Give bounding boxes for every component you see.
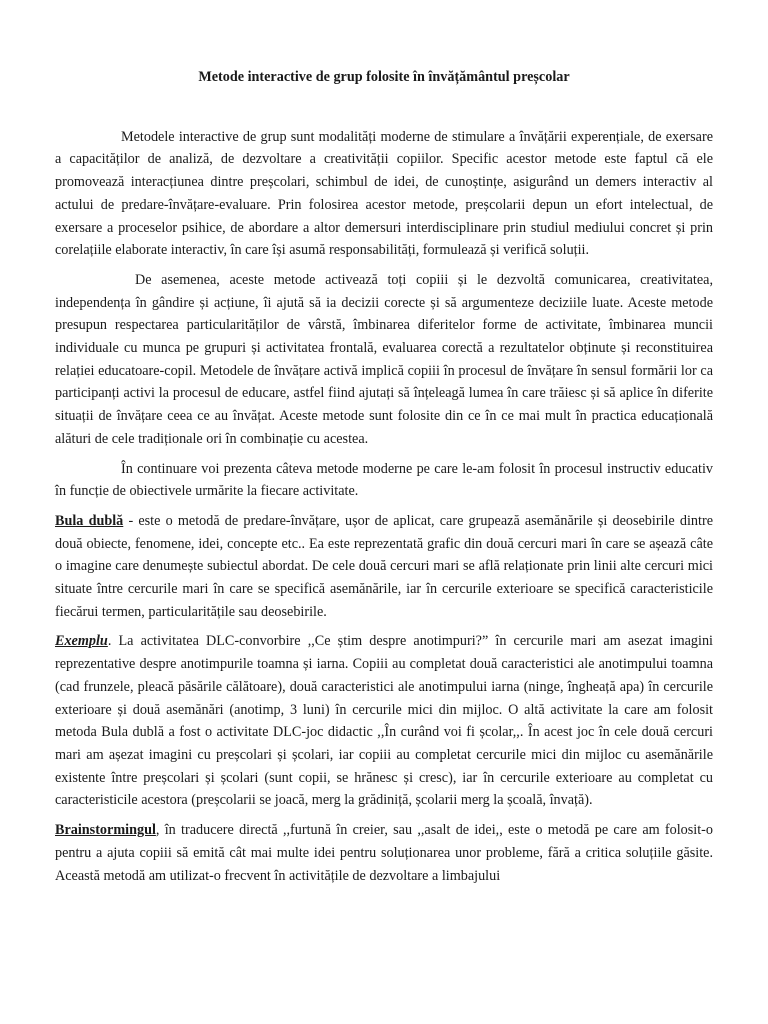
paragraph-transition: În continuare voi prezenta câteva metode moderne pe care le-am folosit în procesul instructiv educativ în funcție de obiectivele urmărite la fiecare activitate. [55,460,713,500]
paragraph-exemplu-text: . La activitatea DLC-convorbire ,,Ce știm despre anotimpuri?” în cercurile mari am asezat imagini reprezentative despre anotimpurile toamna și iarna. Copiii au completat două caracteristici ale anotimpului toamna (cad frunzele, pleacă păsările călătoare), două caracteristici ale anotimpului iarna (ninge, îngheață apa) în cercurile exterioare și două asemănări (anotimp, 3 luni) în cercurile mici din mijloc. O altă activitate la care am folosit metoda Bula dublă a fost o activitate DLC-joc didactic ,,În curând voi fi școlar,,. În acest joc în cele două cercuri mari am așezat imagini cu preșcolari și școlari, iar copiii au completat cercurile mici din mijloc cu asemănările existente între preșcolari și școlari (sunt copii, se hrănesc și cresc), iar în cercurile exterioare au completat cu caracteristicile acestora (preșcolarii se joacă, merg la grădiniță, școlarii merg la școală, învață). [55,633,713,809]
term-exemplu: Exemplu [55,633,108,650]
term-bula-dubla: Bula dublă [55,512,124,529]
paragraph-bula-dubla-text: - este o metodă de predare-învățare, ușor de aplicat, care grupează asemănările și deosebirile dintre două obiecte, fenomene, idei, concepte etc.. Ea este reprezentată grafic din două cercuri mari în care se așează câte o imagine care denumește subiectul abordat. De cele două cercuri mari se află relaționate prin linii alte cercuri mici situate între cercurile mari în care se specifică asemănările, iar în cercurile exterioare se specifică caracteristicile fiecărui termen, particularitățile sau deosebirile. [55,512,713,620]
paragraph-brainstorming-text: , în traducere directă ,,furtună în creier, sau ,,asalt de idei,, este o metodă pe care am folosit-o pentru a ajuta copiii să emită cât mai multe idei pentru soluționarea unor probleme, fără a critica soluțiile găsite. Această metodă am utilizat-o frecvent în activitățile de dezvoltare a limbajului [55,822,713,884]
term-brainstorming: Brainstormingul [55,822,156,839]
document-page [55,66,713,894]
paragraph-brainstorming [55,819,713,887]
paragraph-intro: Metodele interactive de grup sunt modalități moderne de stimulare a învățării experențiale, de exersare a capacităților de analiză, de dezvoltare a creativității copiilor. Specific acestor metode este faptul că ele promovează interacțiunea dintre preșcolari, schimbul de idei, de cunoștințe, asigurând un demers interactiv al actului de predare-învățare-evaluare. Prin folosirea acestor metode, preșcolarii depun un efort intelectual, de exersare a proceselor psihice, de abordare a altor demersuri interdisciplinare prin studiul mediului concret și prin corelațiile elaborate interactiv, în care își asumă responsabilități, formulează și verifică soluții. [55,128,713,259]
paragraph-bula-dubla [55,510,713,624]
page-title: Metode interactive de grup folosite în învățământul preșcolar [198,69,570,85]
paragraph-benefits: De asemenea, aceste metode activează toți copiii și le dezvoltă comunicarea, creativitatea, independența în gândire și acțiune, îi ajută să ia decizii corecte și să argumenteze deciziile luate. Aceste metode presupun respectarea particularităților de vârstă, îmbinarea diferitelor forme de activitate, îmbinarea muncii individuale cu munca pe grupuri și activitatea frontală, evaluarea corectă a rezultatelor obținute și reconstituirea relației educatoare-copil. Metodele de învățare activă implică copiii în procesul de învățare în sensul formării lor ca participanți activi la procesul de educare, astfel fiind ajutați să înțeleagă lumea în care trăiesc și să aplice în diferite situații de învățare ceea ce au învățat. Aceste metode sunt folosite din ce în ce mai mult în practica educațională alături de cele tradiționale ori în combinație cu acestea. [55,271,713,447]
paragraph-exemplu [55,630,713,812]
